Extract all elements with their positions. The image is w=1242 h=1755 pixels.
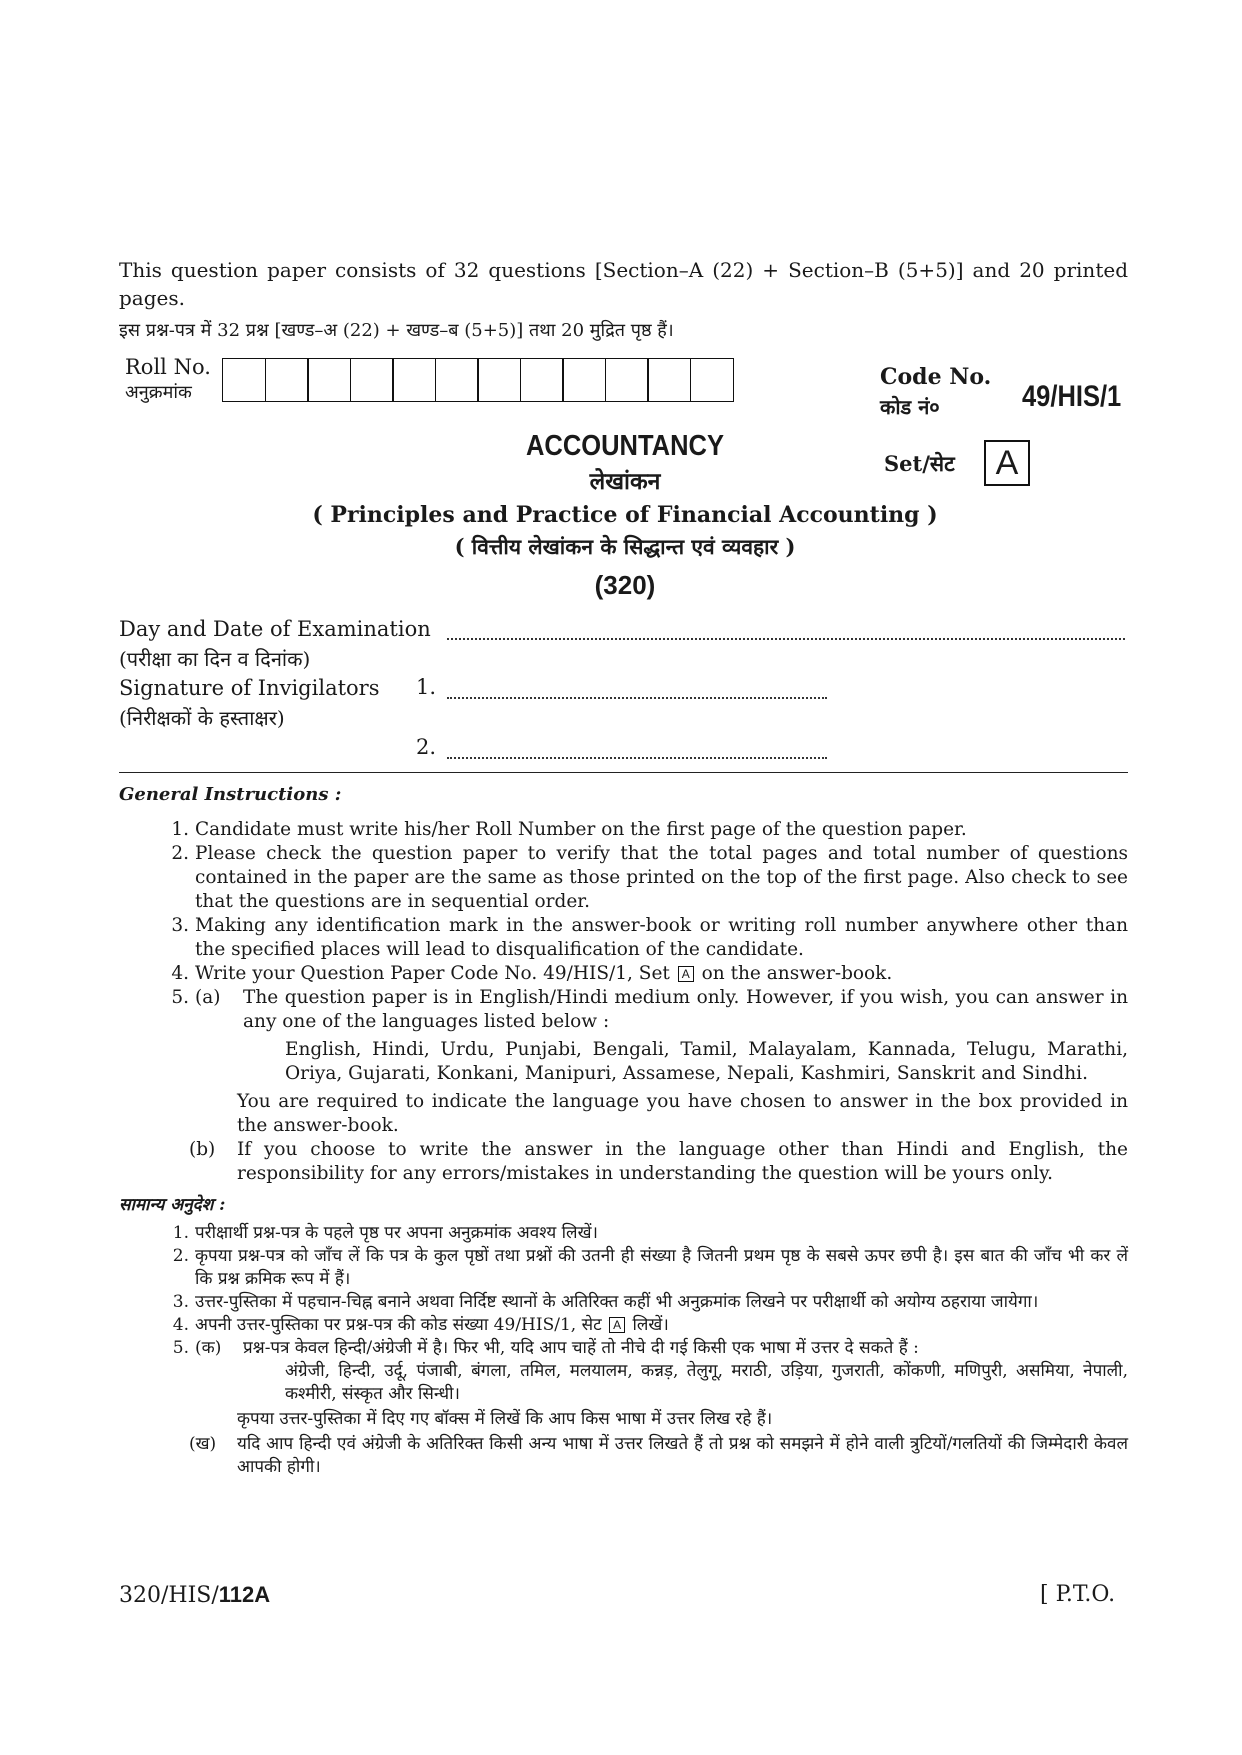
instruction-text: If you choose to write the answer in the language other than Hindi and English, the responsibility for any errors/mistakes in understanding the question will be yours only. bbox=[237, 1139, 1128, 1184]
instruction-en-3 bbox=[119, 914, 1128, 962]
roll-number-cell[interactable] bbox=[647, 358, 691, 402]
sub-label: (क) bbox=[195, 1338, 222, 1358]
instruction-en-1 bbox=[119, 818, 1128, 842]
instruction-en-2 bbox=[119, 842, 1128, 914]
roll-number-cell[interactable] bbox=[690, 358, 734, 402]
signature-2-line[interactable] bbox=[447, 757, 827, 759]
set-box-inline: A bbox=[678, 966, 694, 982]
intro-en bbox=[119, 256, 1128, 312]
set-box-inline: A bbox=[609, 1317, 625, 1333]
code-value: 49/HIS/1 bbox=[1022, 380, 1122, 413]
subtitle-en: ( Principles and Practice of Financial Accounting ) bbox=[312, 502, 938, 528]
subject-hi: लेखांकन bbox=[589, 468, 661, 495]
instruction-number: 3. bbox=[172, 1292, 189, 1312]
instruction-en-5 bbox=[119, 986, 1128, 1034]
date-label-hi: (परीक्षा का दिन व दिनांक) bbox=[119, 647, 311, 671]
signature-label-hi: (निरीक्षकों के हस्ताक्षर) bbox=[119, 706, 285, 730]
intro-en-line2: pages. bbox=[119, 286, 185, 310]
instruction-hi-2 bbox=[119, 1245, 1128, 1291]
instruction-number: 5. bbox=[171, 987, 189, 1008]
roll-number-cell[interactable] bbox=[520, 358, 564, 402]
roll-number-cell[interactable] bbox=[265, 358, 309, 402]
instruction-number: 5. bbox=[172, 1338, 189, 1358]
date-line[interactable] bbox=[447, 638, 1125, 640]
instruction-hi-languages bbox=[119, 1360, 1128, 1406]
instruction-number: 4. bbox=[172, 1315, 189, 1335]
roll-number-cell[interactable] bbox=[307, 358, 351, 402]
roll-number-cell[interactable] bbox=[222, 358, 266, 402]
languages-list: English, Hindi, Urdu, Punjabi, Bengali, Tamil, Malayalam, Kannada, Telugu, Marathi, Oriya, Gujarati, Konkani, Manipuri, Assamese, Nepali, Kashmiri, Sanskrit and Sindhi. bbox=[285, 1039, 1128, 1084]
signature-1-num: 1. bbox=[416, 675, 437, 699]
signature-2-num: 2. bbox=[416, 735, 437, 759]
instruction-en-4 bbox=[119, 962, 1128, 986]
instruction-number: 3. bbox=[171, 915, 189, 936]
languages-list: अंग्रेजी, हिन्दी, उर्दू, पंजाबी, बंगला, तमिल, मलयालम, कन्नड़, तेलुगू, मराठी, उड़िया, गुजराती, कोंकणी, मणिपुरी, असमिया, नेपाली, कश्मीरी, संस्कृत और सिन्धी। bbox=[285, 1361, 1128, 1404]
instruction-text-after: लिखें। bbox=[632, 1315, 669, 1335]
footer-code-prefix: 320/HIS/ bbox=[119, 1583, 219, 1608]
date-label bbox=[119, 614, 431, 674]
instruction-text: यदि आप हिन्दी एवं अंग्रेजी के अतिरिक्त किसी अन्य भाषा में उत्तर लिखते हैं तो प्रश्न को समझने में होने वाली त्रुटियों/गलतियों की जिम्मेदारी केवल आपकी होगी। bbox=[237, 1434, 1128, 1477]
instruction-text: कृपया उत्तर-पुस्तिका में दिए गए बॉक्स में लिखें कि आप किस भाषा में उत्तर लिख रहे हैं। bbox=[237, 1409, 773, 1429]
instruction-en-5a-2 bbox=[119, 1090, 1128, 1138]
code-label-hi: कोड नं० bbox=[880, 395, 940, 419]
subtitle-hi: ( वित्तीय लेखांकन के सिद्धान्त एवं व्यवहार ) bbox=[454, 534, 796, 559]
instruction-en-languages bbox=[119, 1038, 1128, 1086]
roll-number-cell[interactable] bbox=[562, 358, 606, 402]
instruction-number: 1. bbox=[171, 819, 189, 840]
roll-number-cell[interactable] bbox=[392, 358, 436, 402]
course-code: (320) bbox=[594, 570, 656, 600]
instructions-hi-list bbox=[119, 1222, 1128, 1479]
roll-number-cell[interactable] bbox=[477, 358, 521, 402]
instruction-hi-5b bbox=[119, 1433, 1128, 1479]
set-box: A bbox=[984, 440, 1030, 486]
instruction-text: Making any identification mark in the answer-book or writing roll number anywhere other than the specified places will lead to disqualification of the candidate. bbox=[195, 915, 1128, 960]
footer-code-bold: 112A bbox=[218, 1582, 271, 1607]
instructions-en-list bbox=[119, 818, 1128, 1186]
instruction-text bbox=[195, 962, 1128, 986]
sub-label: (b) bbox=[189, 1139, 216, 1160]
signature-label-en: Signature of Invigilators bbox=[119, 676, 380, 700]
roll-number-cell[interactable] bbox=[605, 358, 649, 402]
divider bbox=[119, 772, 1128, 773]
roll-number-cell[interactable] bbox=[350, 358, 394, 402]
signature-1-line[interactable] bbox=[447, 697, 827, 699]
instruction-text: You are required to indicate the language you have chosen to answer in the box provided in the answer-book. bbox=[237, 1091, 1128, 1136]
code-label bbox=[880, 362, 991, 422]
instructions-en-heading: General Instructions : bbox=[119, 784, 342, 805]
intro-hi: इस प्रश्न-पत्र में 32 प्रश्न [खण्ड–अ (22) + खण्ड–ब (5+5)] तथा 20 मुद्रित पृष्ठ हैं। bbox=[119, 320, 674, 341]
instruction-hi-3 bbox=[119, 1291, 1128, 1314]
instruction-text: परीक्षार्थी प्रश्न-पत्र के पहले पृष्ठ पर अपना अनुक्रमांक अवश्य लिखें। bbox=[195, 1223, 598, 1243]
instruction-hi-5a-2 bbox=[119, 1408, 1128, 1431]
instruction-text-before: अपनी उत्तर-पुस्तिका पर प्रश्न-पत्र की कोड संख्या 49/HIS/1, सेट bbox=[195, 1315, 602, 1335]
roll-label-en: Roll No. bbox=[125, 355, 211, 379]
instruction-hi-5 bbox=[119, 1337, 1128, 1360]
roll-number-cell[interactable] bbox=[435, 358, 479, 402]
signature-label bbox=[119, 673, 379, 733]
instruction-text: कृपया प्रश्न-पत्र को जाँच लें कि पत्र के कुल पृष्ठों तथा प्रश्नों की उतनी ही संख्या है जितनी प्रथम पृष्ठ के सबसे ऊपर छपी है। इस बात की जाँच भी कर लें कि प्रश्न क्रमिक रूप में हैं। bbox=[195, 1246, 1128, 1289]
sub-label: (ख) bbox=[189, 1434, 217, 1454]
instruction-text: Please check the question paper to verify that the total pages and total number of questions contained in the paper are the same as those printed on the top of the first page. Also check to see that the questions are in sequential order. bbox=[195, 843, 1128, 912]
footer-code bbox=[119, 1582, 270, 1608]
instruction-number: 2. bbox=[171, 843, 189, 864]
instruction-number: 1. bbox=[172, 1223, 189, 1243]
instruction-number: 4. bbox=[171, 963, 189, 984]
code-label-en: Code No. bbox=[880, 364, 992, 390]
instruction-text: उत्तर-पुस्तिका में पहचान-चिह्न बनाने अथवा निर्दिष्ट स्थानों के अतिरिक्त कहीं भी अनुक्रमांक लिखने पर परीक्षार्थी को अयोग्य ठहराया जायेगा। bbox=[195, 1292, 1039, 1312]
instruction-text: The question paper is in English/Hindi medium only. However, if you wish, you can answer in any one of the languages listed below : bbox=[243, 987, 1128, 1032]
instruction-hi-1 bbox=[119, 1222, 1128, 1245]
instruction-text: Candidate must write his/her Roll Number on the first page of the question paper. bbox=[195, 819, 967, 840]
instruction-text: प्रश्न-पत्र केवल हिन्दी/अंग्रेजी में है। फिर भी, यदि आप चाहें तो नीचे दी गई किसी एक भाषा में उत्तर दे सकते हैं : bbox=[243, 1338, 919, 1358]
pto-label: [ P.T.O. bbox=[1040, 1582, 1116, 1607]
roll-label-hi: अनुक्रमांक bbox=[125, 382, 192, 403]
sub-label: (a) bbox=[195, 987, 221, 1008]
instructions-hi-heading: सामान्य अनुदेश : bbox=[119, 1195, 226, 1215]
roll-number-boxes[interactable] bbox=[222, 358, 732, 402]
instruction-number: 2. bbox=[172, 1246, 189, 1266]
instruction-hi-4 bbox=[119, 1314, 1128, 1337]
date-label-en: Day and Date of Examination bbox=[119, 617, 431, 641]
intro-en-line1: This question paper consists of 32 questions [Section–A (22) + Section–B (5+5)] and 20 printed bbox=[119, 258, 1128, 282]
roll-label bbox=[125, 354, 211, 406]
subject-en: ACCOUNTANCY bbox=[525, 430, 724, 462]
instruction-en-5b bbox=[119, 1138, 1128, 1186]
instruction-text-before: Write your Question Paper Code No. 49/HIS/1, Set bbox=[195, 963, 670, 984]
set-label: Set/सेट bbox=[884, 451, 955, 476]
instruction-text bbox=[195, 1314, 1128, 1337]
instruction-text-after: on the answer-book. bbox=[701, 963, 893, 984]
